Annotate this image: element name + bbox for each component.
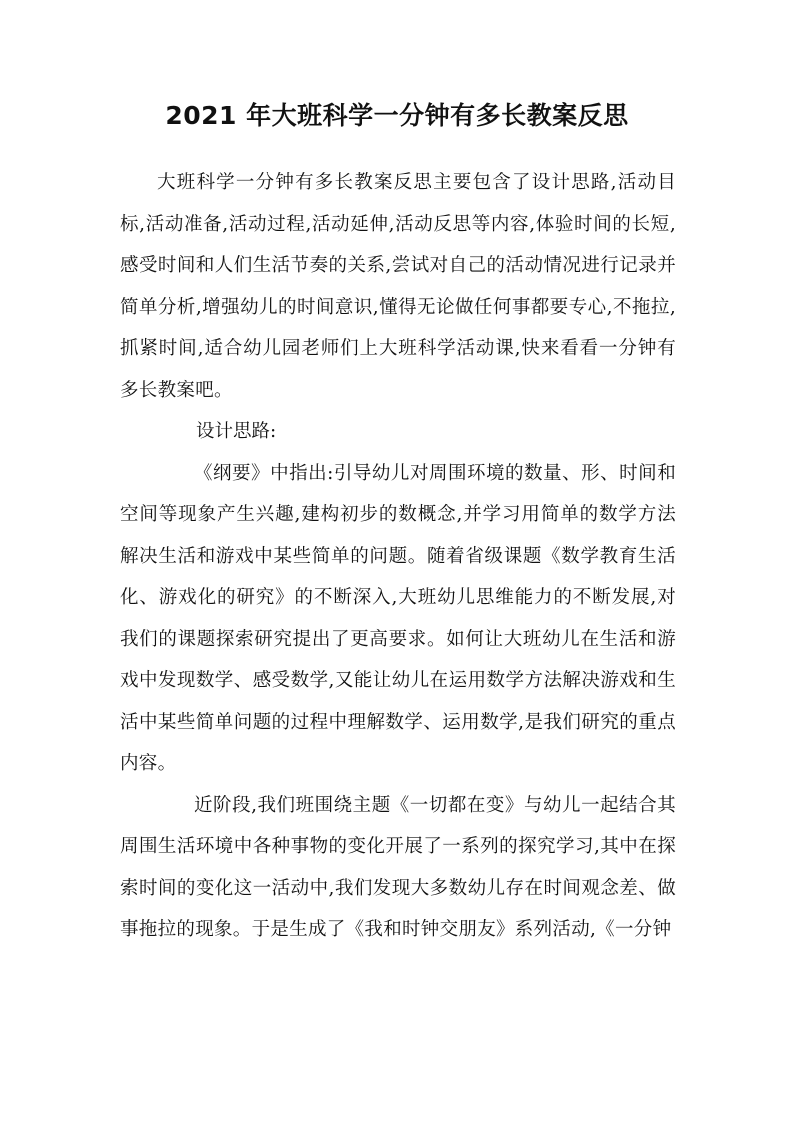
section-heading-design-idea: 设计思路: <box>196 421 277 442</box>
body-paragraph: 近阶段,我们班围绕主题《一切都在变》与幼儿一起结合其周围生活环境中各种事物的变化开展了一系列的探究学习,其中在探索时间的变化这一活动中,我们发现大多数幼儿存在时间观念差、做事拖拉的现象。于是生成了《我和时钟交朋友》系列活动,《一分钟 <box>120 794 676 940</box>
body-paragraph: 《纲要》中指出:引导幼儿对周围环境的数量、形、时间和空间等现象产生兴趣,建构初步的数概念,并学习用简单的数学方法解决生活和游戏中某些简单的问题。随着省级课题《数学教育生活化、游戏化的研究》的不断深入,大班幼儿思维能力的不断发展,对我们的课题探索研究提出了更高要求。如何让大班幼儿在生活和游戏中发现数学、感受数学,又能让幼儿在运用数学方法解决游戏和生活中某些简单问题的过程中理解数学、运用数学,是我们研究的重点内容。 <box>120 462 676 774</box>
intro-paragraph: 大班科学一分钟有多长教案反思主要包含了设计思路,活动目标,活动准备,活动过程,活动延伸,活动反思等内容,体验时间的长短,感受时间和人们生活节奏的关系,尝试对自己的活动情况进行记录并简单分析,增强幼儿的时间意识,懂得无论做任何事都要专心,不拖拉,抓紧时间,适合幼儿园老师们上大班科学活动课,快来看看一分钟有多长教案吧。 <box>120 172 676 401</box>
document-title: 2021 年大班科学一分钟有多长教案反思 <box>165 101 629 130</box>
document-body <box>120 162 676 951</box>
